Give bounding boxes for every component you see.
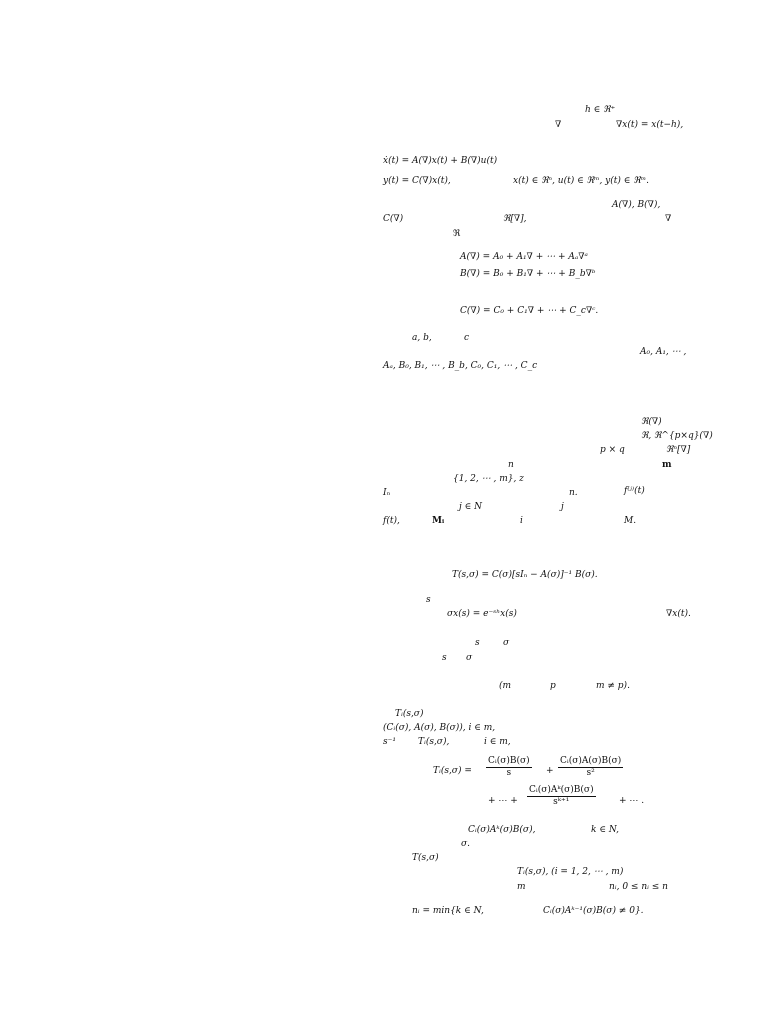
math-T: T(s,σ): [412, 853, 439, 863]
math-sigma: σ: [466, 653, 473, 663]
equation-poly-B: B(∇) = B₀ + B₁∇ + ⋯ + B_b∇ᵇ: [460, 269, 596, 279]
math-s: s: [475, 638, 480, 648]
math-degrees-ab: a, b,: [412, 333, 432, 343]
math-sigma: σ: [503, 638, 510, 648]
fraction-denominator: s: [506, 768, 512, 778]
math-degree-c: c: [464, 333, 470, 343]
math-ni-range: nᵢ, 0 ≤ nᵢ ≤ n: [609, 882, 668, 892]
fraction-numerator: Cᵢ(σ)Aᵏ(σ)B(σ): [529, 785, 594, 795]
equation-ni-definition: nᵢ = min{k ∈ N,: [412, 906, 484, 916]
equation-series-term2: [558, 757, 623, 778]
math-i: i: [520, 516, 523, 526]
math-s-inverse: s⁻¹: [383, 737, 396, 747]
math-reals: ℜ: [453, 229, 461, 239]
math-f: f(t),: [383, 516, 400, 526]
math-sigma: σ.: [461, 839, 471, 849]
equation-series-tail: + ⋯ .: [619, 796, 645, 806]
math-bold-m: m: [662, 460, 672, 470]
math-j-natural: j ∈ N: [459, 502, 483, 512]
math-n: n.: [569, 488, 578, 498]
math-A-B: A(∇), B(∇),: [612, 200, 661, 210]
math-dimensions: x(t) ∈ ℜⁿ, u(t) ∈ ℜᵐ, y(t) ∈ ℜᵐ.: [513, 176, 649, 186]
fraction-numerator: Cᵢ(σ)B(σ): [488, 756, 530, 766]
math-triple: (Cᵢ(σ), A(σ), B(σ)), i ∈ m,: [383, 723, 496, 733]
math-Ti: Tᵢ(s,σ): [395, 709, 424, 719]
math-coefficients: Aₐ, B₀, B₁, ⋯ , B_b, C₀, C₁, ⋯ , C_c: [383, 361, 538, 371]
equation-poly-C: C(∇) = C₀ + C₁∇ + ⋯ + C_c∇ᶜ.: [460, 306, 599, 316]
equation-series-lhs: Tᵢ(s,σ) =: [433, 766, 472, 776]
math-m: (m: [499, 681, 512, 691]
math-k-natural: k ∈ N,: [591, 825, 619, 835]
fraction-denominator: sᵏ⁺¹: [553, 797, 570, 807]
equation-shift: σx(s) = e⁻ˢʰx(s): [447, 609, 517, 619]
math-plus: +: [546, 766, 554, 776]
math-s: s: [442, 653, 447, 663]
math-C: C(∇): [383, 214, 404, 224]
math-n: n: [508, 460, 514, 470]
math-p: p: [550, 681, 556, 691]
math-poly-vectors: ℜⁿ[∇]: [666, 445, 691, 455]
math-Ti-list: Tᵢ(s,σ), (i = 1, 2, ⋯ , m): [517, 867, 624, 877]
math-j: j: [561, 502, 564, 512]
math-coefficients: A₀, A₁, ⋯ ,: [640, 347, 687, 357]
math-ring: ℜ[∇],: [503, 214, 527, 224]
equation-transfer: T(s,σ) = C(σ)[sIₙ − A(σ)]⁻¹ B(σ).: [452, 570, 598, 580]
math-p-by-q: p × q: [600, 445, 625, 455]
math-Ti: Tᵢ(s,σ),: [418, 737, 450, 747]
math-s: s: [426, 595, 431, 605]
equation-poly-A: A(∇) = A₀ + A₁∇ + ⋯ + Aₐ∇ᵃ: [460, 252, 588, 262]
math-rational-matrices: ℜ, ℜ^{p×q}(∇): [641, 431, 713, 441]
math-M: M.: [624, 516, 637, 526]
math-delayed-x: ∇x(t).: [666, 609, 691, 619]
math-markov-parameter: Cᵢ(σ)Aᵏ(σ)B(σ),: [468, 825, 536, 835]
math-index-set: {1, 2, ⋯ , m}, z: [453, 474, 524, 484]
fraction-numerator: Cᵢ(σ)A(σ)B(σ): [560, 756, 622, 766]
equation-ni-condition: Cᵢ(σ)Aᵏ⁻¹(σ)B(σ) ≠ 0}.: [543, 906, 644, 916]
math-m-neq-p: m ≠ p).: [596, 681, 630, 691]
equation-series-term1: [486, 757, 532, 778]
math-m: m: [517, 882, 526, 892]
math-rational-functions: ℜ(∇): [641, 417, 662, 427]
math-i-in-m: i ∈ m,: [484, 737, 511, 747]
math-row: Mᵢ: [432, 516, 445, 526]
math-derivative: f⁽ʲ⁾(t): [624, 486, 645, 496]
fraction-denominator: s²: [586, 768, 595, 778]
math-h-positive-real: h ∈ ℜ⁺: [585, 105, 616, 115]
math-nabla: ∇: [555, 120, 562, 130]
equation-series-continuation: + ⋯ +: [488, 796, 518, 806]
equation-series-termk: [527, 786, 596, 807]
equation-output: y(t) = C(∇)x(t),: [383, 176, 451, 186]
math-delay-definition: ∇x(t) = x(t−h),: [616, 120, 684, 130]
math-identity: Iₙ: [383, 488, 391, 498]
equation-state: ẋ(t) = A(∇)x(t) + B(∇)u(t): [383, 156, 498, 166]
math-nabla: ∇: [665, 214, 672, 224]
